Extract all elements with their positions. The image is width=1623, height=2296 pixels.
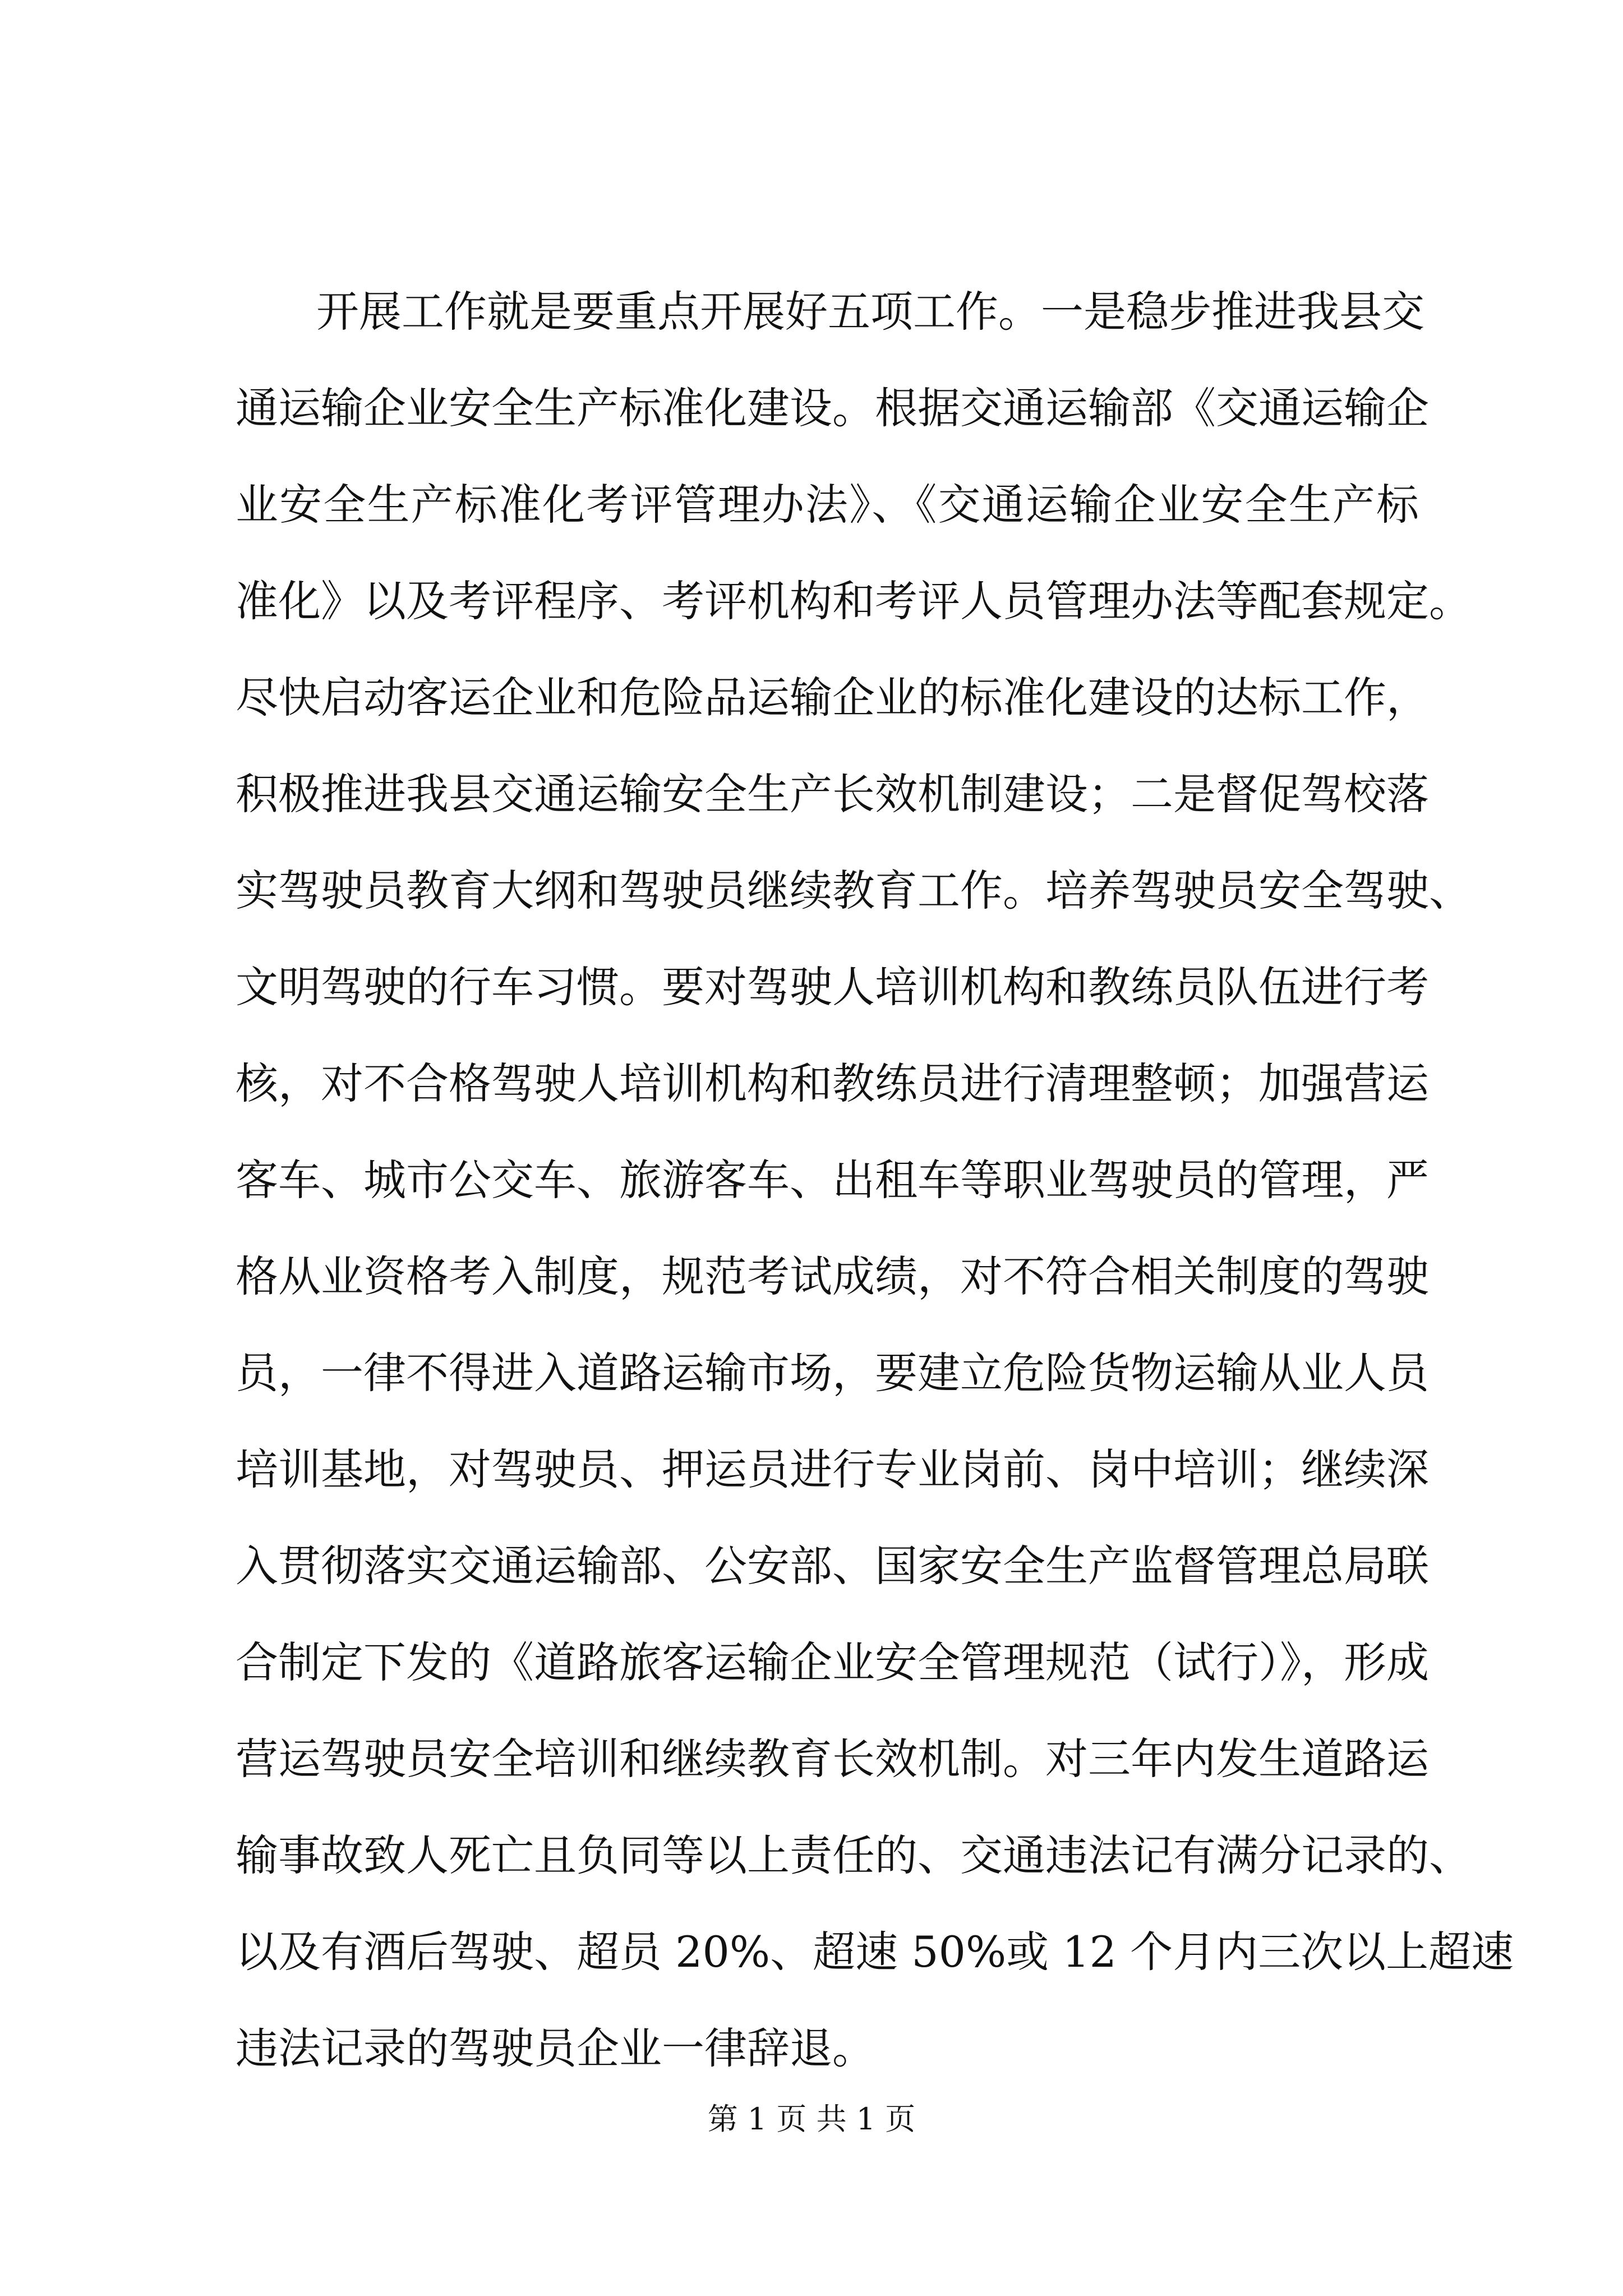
paragraph-line: 违法记录的驾驶员企业一律辞退。 (236, 2023, 875, 2073)
paragraph-line: 业安全生产标准化考评管理办法》、《交通运输企业安全生产标 (236, 480, 1419, 530)
paragraph-line: 格从业资格考入制度，规范考试成绩，对不符合相关制度的驾驶 (236, 1251, 1429, 1301)
page-footer (0, 2097, 1623, 2142)
paragraph-line: 输事故致人死亡且负同等以上责任的、交通违法记有满分记录的、 (236, 1830, 1472, 1880)
paragraph-line: 通运输企业安全生产标准化建设。根据交通运输部《交通运输企 (236, 383, 1429, 433)
paragraph-line: 文明驾驶的行车习惯。要对驾驶人培训机构和教练员队伍进行考 (236, 962, 1429, 1012)
paragraph-line: 入贯彻落实交通运输部、公安部、国家安全生产监督管理总局联 (236, 1541, 1429, 1591)
body-paragraph (236, 264, 1514, 2097)
paragraph-line: 以及有酒后驾驶、超员 20%、超速 50%或 12 个月内三次以上超速 (236, 1927, 1514, 1977)
paragraph-line: 积极推进我县交通运输安全生产长效机制建设；二是督促驾校落 (236, 769, 1429, 819)
paragraph-line: 培训基地，对驾驶员、押运员进行专业岗前、岗中培训；继续深 (236, 1444, 1429, 1494)
paragraph-line: 员，一律不得进入道路运输市场，要建立危险货物运输从业人员 (236, 1348, 1429, 1398)
paragraph-line: 尽快启动客运企业和危险品运输企业的标准化建设的达标工作， (236, 673, 1429, 723)
paragraph-line: 准化》以及考评程序、考评机构和考评人员管理办法等配套规定。 (236, 576, 1472, 626)
paragraph-line: 客车、城市公交车、旅游客车、出租车等职业驾驶员的管理，严 (236, 1155, 1429, 1205)
paragraph-line: 核，对不合格驾驶人培训机构和教练员进行清理整顿；加强营运 (236, 1059, 1429, 1108)
paragraph-line: 营运驾驶员安全培训和继续教育长效机制。对三年内发生道路运 (236, 1734, 1429, 1784)
paragraph-line: 实驾驶员教育大纲和驾驶员继续教育工作。培养驾驶员安全驾驶、 (236, 866, 1472, 915)
paragraph-line: 开展工作就是要重点开展好五项工作。一是稳步推进我县交 (316, 287, 1424, 337)
page-number-label: 第 1 页 共 1 页 (707, 2101, 916, 2137)
paragraph-line: 合制定下发的《道路旅客运输企业安全管理规范（试行）》，形成 (236, 1637, 1429, 1687)
